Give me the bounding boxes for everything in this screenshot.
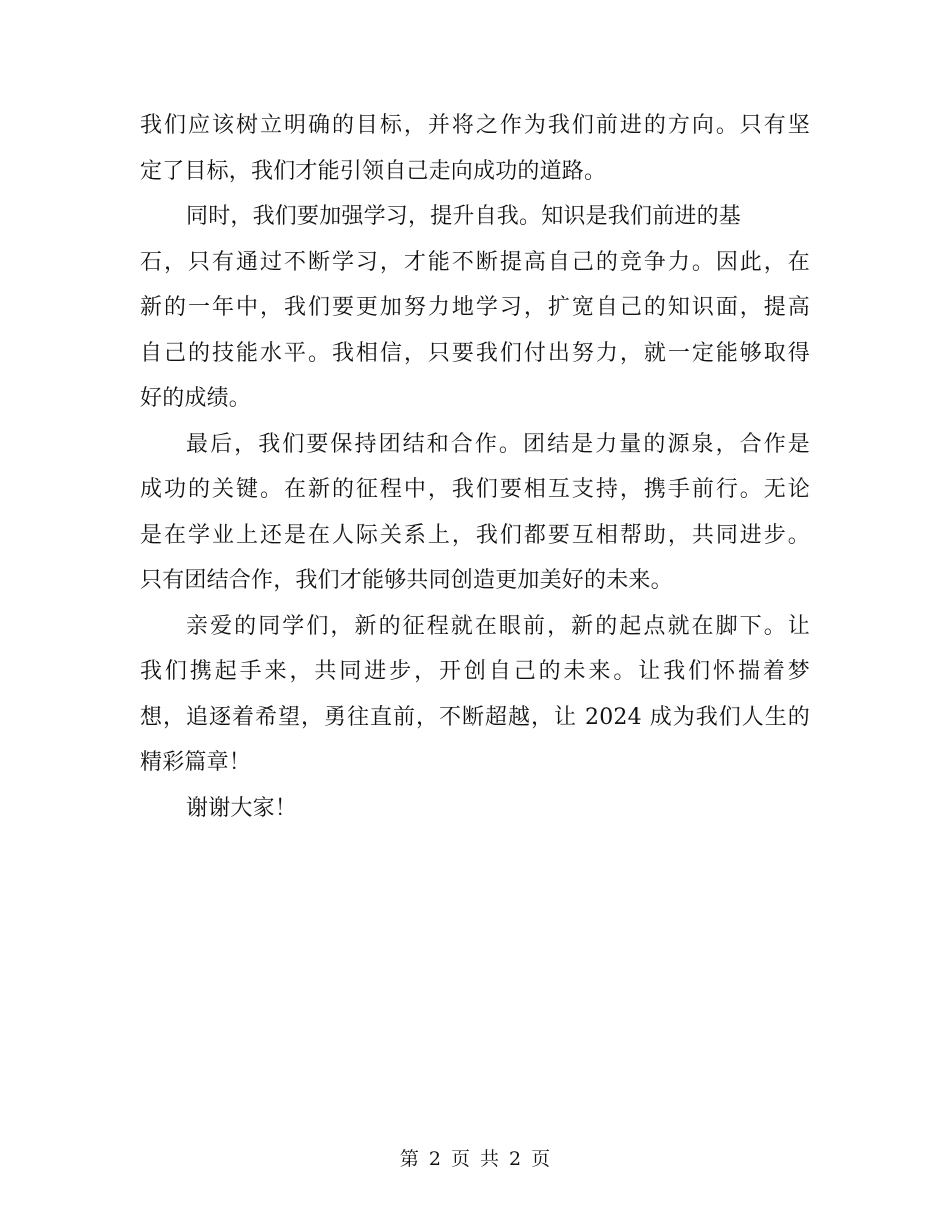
text-line-4: 石，只有通过不断学习，才能不断提高自己的竞争力。因此，在	[140, 249, 810, 275]
text-line-7: 好的成绩。	[140, 386, 252, 411]
text-line-2: 定了目标，我们才能引领自己走向成功的道路。	[140, 158, 607, 184]
page-number-footer: 第 2 页 共 2 页	[399, 1148, 551, 1170]
text-line-12: 亲爱的同学们，新的征程就在眼前，新的起点就在脚下。让	[186, 613, 810, 639]
text-line-6: 自己的技能水平。我相信，只要我们付出努力，就一定能够取得	[140, 340, 810, 366]
text-line-16: 谢谢大家！	[186, 795, 298, 821]
document-body	[140, 103, 810, 831]
text-line-13: 我们携起手来，共同进步，开创自己的未来。让我们怀揣着梦	[140, 659, 810, 684]
text-line-9: 成功的关键。在新的征程中，我们要相互支持，携手前行。无论	[140, 477, 810, 502]
text-line-10: 是在学业上还是在人际关系上，我们都要互相帮助，共同进步。	[140, 522, 810, 548]
text-line-1: 我们应该树立明确的目标，并将之作为我们前进的方向。只有坚	[140, 113, 810, 138]
text-line-11: 只有团结合作，我们才能够共同创造更加美好的未来。	[140, 568, 673, 593]
text-line-14: 想，追逐着希望，勇往直前，不断超越，让 2024 成为我们人生的	[140, 704, 810, 730]
text-line-8: 最后，我们要保持团结和合作。团结是力量的源泉，合作是	[186, 431, 810, 457]
text-line-3: 同时，我们要加强学习，提升自我。知识是我们前进的基	[186, 204, 742, 229]
text-line-15: 精彩篇章！	[140, 750, 252, 775]
text-line-5: 新的一年中，我们要更加努力地学习，扩宽自己的知识面，提高	[140, 295, 810, 320]
